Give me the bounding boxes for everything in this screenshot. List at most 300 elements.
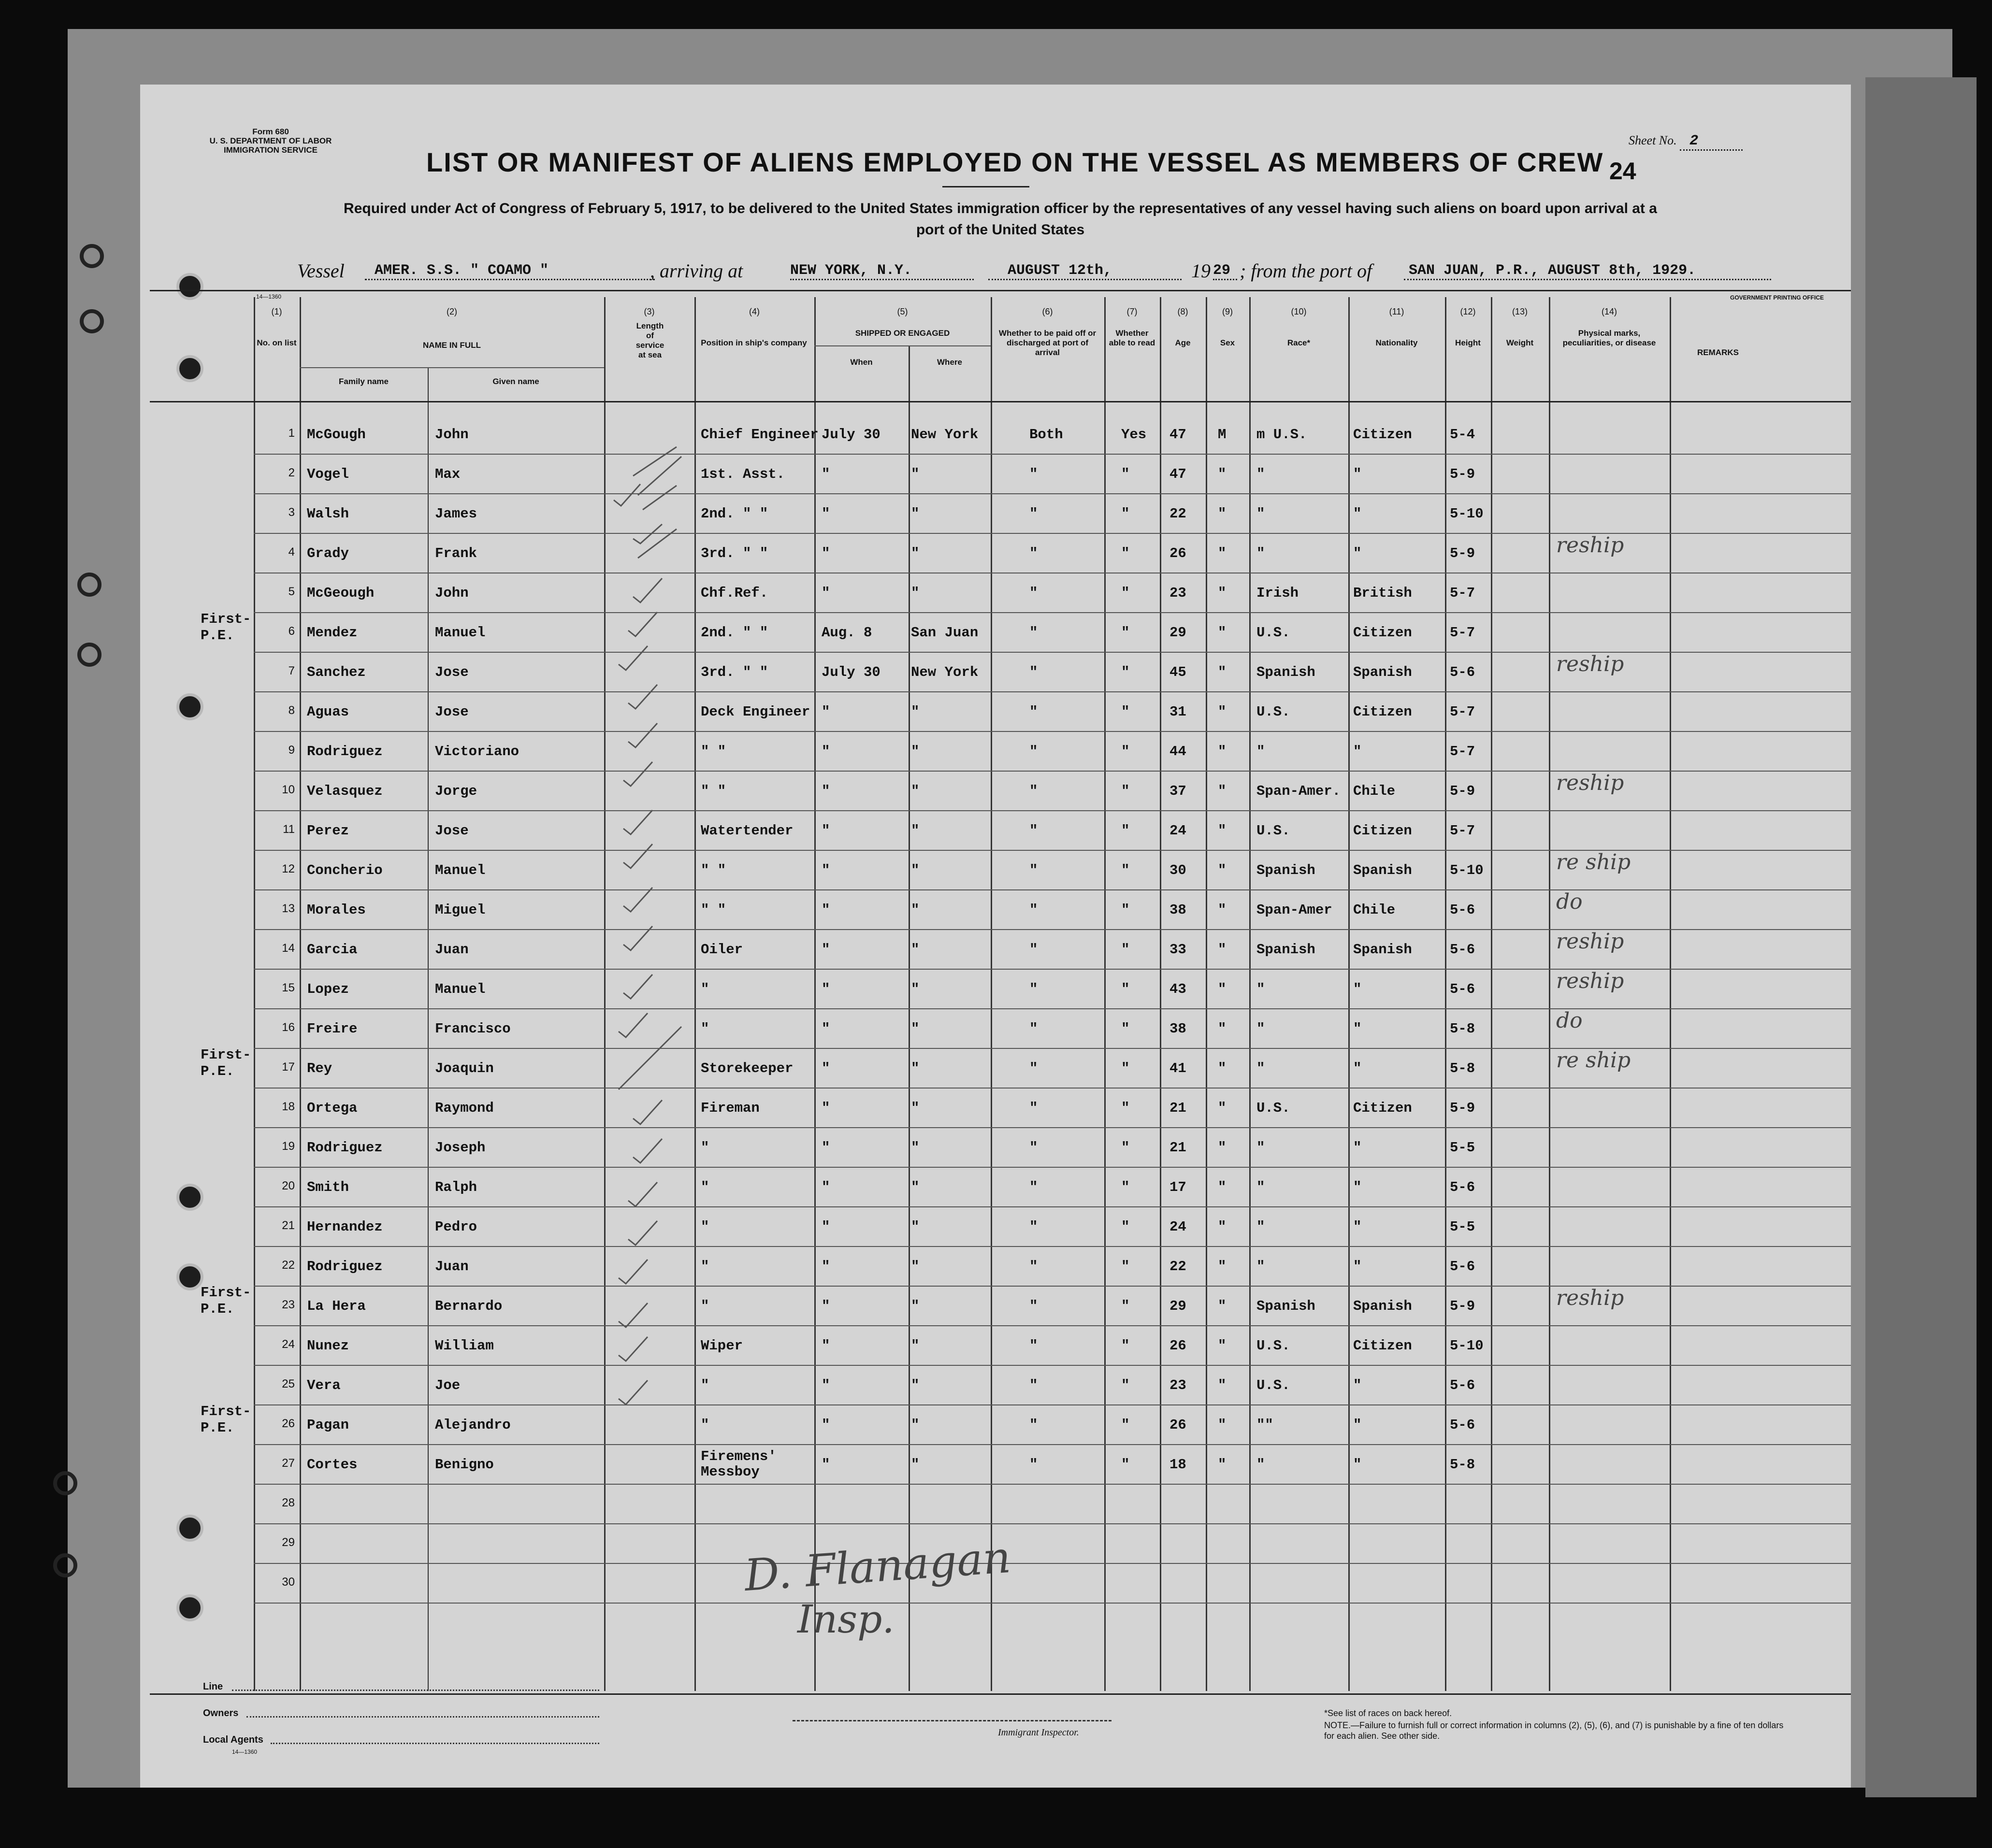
row-position: " (701, 1377, 709, 1393)
inspector-signature: D. Flanagan (743, 1532, 1012, 1602)
row-nat: " (1353, 744, 1362, 759)
col-14-header: Physical marks, peculiarities, or disease (1562, 329, 1656, 347)
row-height: 5-9 (1450, 545, 1475, 561)
row-sex: " (1218, 1060, 1227, 1076)
row-number: 2 (288, 466, 295, 479)
row-race: " (1256, 1179, 1265, 1195)
row-nat: " (1353, 1457, 1362, 1473)
row-nat: Citizen (1353, 704, 1412, 720)
row-when: " (822, 1298, 830, 1314)
row-position: Wiper (701, 1338, 743, 1354)
row-age: 21 (1169, 1140, 1186, 1156)
row-race: " (1256, 1140, 1265, 1156)
row-family: Vogel (307, 466, 349, 482)
col-6-number: (6) (1042, 307, 1053, 316)
row-race: U.S. (1256, 704, 1290, 720)
col-3-number: (3) (644, 307, 655, 316)
row-age: 31 (1169, 704, 1186, 720)
arrival-date: AUGUST 12th, (988, 262, 1182, 280)
row-position: " (701, 1140, 709, 1156)
row-rule (254, 1088, 1851, 1089)
col-divider (991, 297, 992, 1691)
row-sex: " (1218, 545, 1227, 561)
col-2b-header: Given name (492, 377, 539, 386)
row-paid: " (1029, 664, 1038, 680)
row-read: " (1121, 1100, 1130, 1116)
row-read: " (1121, 823, 1130, 839)
row-rule (254, 493, 1851, 494)
row-race: "" (1256, 1417, 1273, 1433)
col-divider (300, 297, 301, 1691)
row-family: Pagan (307, 1417, 349, 1433)
row-age: 23 (1169, 585, 1186, 601)
row-sex: " (1218, 1021, 1227, 1037)
row-number: 10 (282, 783, 295, 796)
row-age: 21 (1169, 1100, 1186, 1116)
row-when: " (822, 1417, 830, 1433)
row-marks: reship (1556, 929, 1624, 954)
row-when: Aug. 8 (822, 625, 872, 641)
row-where: " (911, 506, 920, 522)
row-nat: " (1353, 1259, 1362, 1275)
col-10-header: Race* (1287, 338, 1311, 347)
row-paid: " (1029, 942, 1038, 958)
row-rule (254, 1127, 1851, 1128)
row-paid: " (1029, 1179, 1038, 1195)
row-sex: " (1218, 1338, 1227, 1354)
row-height: 5-6 (1450, 981, 1475, 997)
row-height: 5-6 (1450, 1417, 1475, 1433)
col-13-number: (13) (1512, 307, 1528, 316)
row-rule (254, 810, 1851, 811)
row-family: Nunez (307, 1338, 349, 1354)
row-age: 18 (1169, 1457, 1186, 1473)
row-age: 41 (1169, 1060, 1186, 1076)
row-rule (254, 1325, 1851, 1326)
col-11-header: Nationality (1375, 338, 1418, 347)
row-sex: " (1218, 744, 1227, 759)
row-read: " (1121, 1338, 1130, 1354)
row-sex: " (1218, 1100, 1227, 1116)
col-2-number: (2) (447, 307, 457, 316)
subtitle-line-1: Required under Act of Congress of February 5, 1917, to be delivered to the United States immigration officer by the representatives of any vessel having such aliens on board upon arrival at a (344, 201, 1657, 216)
row-number: 15 (282, 981, 295, 994)
row-where: " (911, 783, 920, 799)
col-divider (1104, 297, 1106, 1691)
row-race: " (1256, 466, 1265, 482)
col-3-header: Length of service at sea (635, 321, 664, 359)
col-divider (1206, 297, 1207, 1691)
row-nat: Spanish (1353, 664, 1412, 680)
row-rule (254, 1603, 1851, 1604)
row-where: " (911, 545, 920, 561)
row-read: " (1121, 545, 1130, 561)
row-where: " (911, 862, 920, 878)
row-age: 23 (1169, 1377, 1186, 1393)
row-family: Sanchez (307, 664, 366, 680)
row-race: U.S. (1256, 1377, 1290, 1393)
sheet-number (1629, 133, 1743, 151)
row-number: 5 (288, 585, 295, 598)
row-where: " (911, 902, 920, 918)
printing-office: GOVERNMENT PRINTING OFFICE (1730, 294, 1824, 301)
row-age: 38 (1169, 1021, 1186, 1037)
col-15-header: REMARKS (1697, 348, 1739, 357)
row-paid: " (1029, 1060, 1038, 1076)
punch-hole (176, 273, 203, 300)
punch-hole (176, 1515, 203, 1542)
row-race: Span-Amer. (1256, 783, 1341, 799)
row-family: McGeough (307, 585, 375, 601)
col-divider (1670, 297, 1671, 1691)
row-paid: " (1029, 1298, 1038, 1314)
row-paid: " (1029, 1219, 1038, 1235)
page-title: LIST OR MANIFEST OF ALIENS EMPLOYED ON THE VESSEL AS MEMBERS OF CREW (426, 147, 1604, 177)
row-sex: " (1218, 1179, 1227, 1195)
row-read: " (1121, 1457, 1130, 1473)
agents-field[interactable] (271, 1743, 599, 1744)
row-age: 47 (1169, 466, 1186, 482)
form-department: U. S. DEPARTMENT OF LABOR (209, 136, 332, 145)
punch-hole (176, 355, 203, 382)
row-height: 5-8 (1450, 1060, 1475, 1076)
row-race: Spanish (1256, 664, 1315, 680)
col-1-number: (1) (271, 307, 282, 316)
row-rule (254, 1246, 1851, 1247)
col-2-header: NAME IN FULL (423, 341, 481, 350)
row-sex: " (1218, 1140, 1227, 1156)
row-where: " (911, 823, 920, 839)
row-sex: " (1218, 1457, 1227, 1473)
row-where: " (911, 1060, 920, 1076)
row-sex: " (1218, 862, 1227, 878)
row-given: John (435, 427, 469, 443)
row-given: Bernardo (435, 1298, 503, 1314)
row-race: " (1256, 1219, 1265, 1235)
row-given: Pedro (435, 1219, 477, 1235)
row-nat: " (1353, 506, 1362, 522)
row-nat: Spanish (1353, 862, 1412, 878)
row-height: 5-9 (1450, 1100, 1475, 1116)
row-paid: " (1029, 545, 1038, 561)
binder-ring (80, 244, 104, 268)
row-height: 5-8 (1450, 1021, 1475, 1037)
row-marks: reship (1556, 652, 1624, 676)
row-given: Manuel (435, 862, 486, 878)
row-height: 5-6 (1450, 902, 1475, 918)
row-given: Manuel (435, 981, 486, 997)
row-position: " " (701, 783, 726, 799)
row-height: 5-6 (1450, 942, 1475, 958)
row-when: " (822, 585, 830, 601)
header-subrule (814, 345, 991, 346)
row-read: " (1121, 585, 1130, 601)
row-given: Max (435, 466, 461, 482)
vessel-name: AMER. S.S. " COAMO " (365, 262, 655, 280)
row-rule (254, 1484, 1851, 1485)
row-rule (254, 1444, 1851, 1445)
row-rule (254, 889, 1851, 890)
col-6-header: Whether to be paid off or discharged at port of arrival (998, 329, 1097, 357)
col-divider (1348, 297, 1350, 1691)
sheet-value: 2 (1680, 133, 1743, 151)
row-where: " (911, 1021, 920, 1037)
row-position: Fireman (701, 1100, 760, 1116)
row-when: July 30 (822, 427, 881, 443)
row-paid: " (1029, 902, 1038, 918)
col-divider (1445, 297, 1446, 1691)
row-where: " (911, 1377, 920, 1393)
row-family: Garcia (307, 942, 358, 958)
row-nat: " (1353, 466, 1362, 482)
row-number: 1 (288, 427, 295, 440)
row-race: Spanish (1256, 1298, 1315, 1314)
row-nat: " (1353, 1021, 1362, 1037)
row-where: " (911, 585, 920, 601)
row-number: 8 (288, 704, 295, 717)
row-race: " (1256, 1060, 1265, 1076)
row-height: 5-5 (1450, 1219, 1475, 1235)
row-nat: British (1353, 585, 1412, 601)
row-number: 14 (282, 942, 295, 955)
row-height: 5-9 (1450, 466, 1475, 482)
row-read: " (1121, 1021, 1130, 1037)
row-height: 5-7 (1450, 625, 1475, 641)
row-height: 5-4 (1450, 427, 1475, 443)
row-paid: " (1029, 1377, 1038, 1393)
row-position: Chf.Ref. (701, 585, 768, 601)
col-12-number: (12) (1460, 307, 1476, 316)
col-14-number: (14) (1601, 307, 1617, 316)
col-7-number: (7) (1126, 307, 1138, 316)
row-when: " (822, 823, 830, 839)
row-paid: " (1029, 466, 1038, 482)
row-race: " (1256, 744, 1265, 759)
row-sex: " (1218, 902, 1227, 918)
row-where: " (911, 744, 920, 759)
row-read: " (1121, 981, 1130, 997)
row-nat: " (1353, 1179, 1362, 1195)
row-given: Jose (435, 664, 469, 680)
row-given: John (435, 585, 469, 601)
row-read: Yes (1121, 427, 1147, 443)
row-when: July 30 (822, 664, 881, 680)
header-subrule (300, 367, 604, 368)
row-height: 5-6 (1450, 1259, 1475, 1275)
row-nat: Citizen (1353, 1100, 1412, 1116)
row-read: " (1121, 1140, 1130, 1156)
row-given: Alejandro (435, 1417, 511, 1433)
row-when: " (822, 942, 830, 958)
col-divider (814, 297, 816, 1691)
row-age: 26 (1169, 1338, 1186, 1354)
form-number: Form 680 (252, 127, 289, 136)
row-where: " (911, 942, 920, 958)
line-field[interactable] (232, 1690, 599, 1691)
row-height: 5-9 (1450, 783, 1475, 799)
row-paid: " (1029, 862, 1038, 878)
col-7-header: Whether able to read (1109, 329, 1155, 347)
row-age: 43 (1169, 981, 1186, 997)
row-given: Raymond (435, 1100, 494, 1116)
row-read: " (1121, 466, 1130, 482)
binder-ring (53, 1471, 77, 1495)
row-when: " (822, 1140, 830, 1156)
row-position: " (701, 1259, 709, 1275)
row-given: Juan (435, 1259, 469, 1275)
row-paid: " (1029, 1259, 1038, 1275)
inspector-label: Immigrant Inspector. (998, 1727, 1079, 1738)
punch-hole (176, 1263, 203, 1290)
row-position: Watertender (701, 823, 794, 839)
row-family: Rodriguez (307, 1259, 383, 1275)
row-nat: " (1353, 1060, 1362, 1076)
row-nat: " (1353, 1417, 1362, 1433)
row-paid: " (1029, 704, 1038, 720)
col-12-header: Height (1455, 338, 1481, 347)
col-8-number: (8) (1177, 307, 1188, 316)
row-height: 5-6 (1450, 1179, 1475, 1195)
row-marks: reship (1556, 969, 1624, 993)
row-family: Rey (307, 1060, 332, 1076)
row-height: 5-7 (1450, 585, 1475, 601)
row-rule (254, 691, 1851, 692)
row-read: " (1121, 1298, 1130, 1314)
row-height: 5-10 (1450, 862, 1484, 878)
row-where: " (911, 466, 920, 482)
first-pe-note: First- P.E. (201, 1285, 251, 1317)
row-marks: reship (1556, 533, 1624, 558)
row-position: 1st. Asst. (701, 466, 785, 482)
check-marks (604, 403, 701, 1563)
print-code-bottom: 14—1360 (232, 1748, 258, 1755)
binder-ring (53, 1553, 77, 1577)
row-read: " (1121, 902, 1130, 918)
row-paid: " (1029, 1457, 1038, 1473)
row-rule (254, 731, 1851, 732)
col-divider (254, 297, 255, 1691)
row-number: 11 (283, 823, 295, 836)
year-value: 29 (1213, 262, 1237, 280)
row-where: " (911, 1219, 920, 1235)
agents-label: Local Agents (203, 1734, 263, 1745)
row-when: " (822, 506, 830, 522)
row-read: " (1121, 1259, 1130, 1275)
row-number: 4 (288, 545, 295, 559)
row-sex: " (1218, 1417, 1227, 1433)
row-family: Grady (307, 545, 349, 561)
row-read: " (1121, 1377, 1130, 1393)
owners-field[interactable] (246, 1716, 599, 1718)
line-label: Line (203, 1681, 223, 1692)
row-number: 24 (282, 1338, 295, 1351)
row-paid: " (1029, 1021, 1038, 1037)
row-family: Cortes (307, 1457, 358, 1473)
row-read: " (1121, 1060, 1130, 1076)
row-where: " (911, 1259, 920, 1275)
col-divider (1160, 297, 1161, 1691)
row-sex: " (1218, 704, 1227, 720)
form-header (198, 127, 343, 155)
row-sex: " (1218, 1219, 1227, 1235)
row-nat: " (1353, 981, 1362, 997)
row-nat: Spanish (1353, 942, 1412, 958)
row-family: McGough (307, 427, 366, 443)
row-sex: " (1218, 1298, 1227, 1314)
row-when: " (822, 1100, 830, 1116)
owners-label: Owners (203, 1708, 239, 1719)
row-number: 21 (282, 1219, 295, 1232)
row-sex: " (1218, 942, 1227, 958)
row-where: " (911, 1100, 920, 1116)
row-where: " (911, 1140, 920, 1156)
row-race: " (1256, 1021, 1265, 1037)
row-family: Ortega (307, 1100, 358, 1116)
row-race: Span-Amer (1256, 902, 1332, 918)
row-when: " (822, 1219, 830, 1235)
row-nat: Citizen (1353, 625, 1412, 641)
row-position: " " (701, 902, 726, 918)
row-race: Irish (1256, 585, 1299, 601)
row-paid: " (1029, 625, 1038, 641)
row-marks: do (1556, 889, 1583, 914)
row-number: 26 (282, 1417, 295, 1430)
header-bottom-rule (150, 401, 1851, 402)
row-when: " (822, 1179, 830, 1195)
row-nat: Citizen (1353, 823, 1412, 839)
binder-ring (80, 309, 104, 333)
row-read: " (1121, 664, 1130, 680)
row-height: 5-6 (1450, 1377, 1475, 1393)
row-position: 2nd. " " (701, 506, 768, 522)
row-when: " (822, 1338, 830, 1354)
row-number: 3 (288, 506, 295, 519)
row-read: " (1121, 942, 1130, 958)
row-given: Francisco (435, 1021, 511, 1037)
row-when: " (822, 1457, 830, 1473)
row-family: Mendez (307, 625, 358, 641)
row-age: 45 (1169, 664, 1186, 680)
punch-hole (176, 1184, 203, 1211)
row-family: Smith (307, 1179, 349, 1195)
inspector-line (793, 1720, 1111, 1721)
row-where: " (911, 1417, 920, 1433)
row-paid: Both (1029, 427, 1063, 443)
row-sex: " (1218, 625, 1227, 641)
row-rule (254, 612, 1851, 613)
row-sex: M (1218, 427, 1227, 443)
row-race: U.S. (1256, 625, 1290, 641)
row-family: Velasquez (307, 783, 383, 799)
row-rule (254, 1563, 1851, 1564)
row-age: 17 (1169, 1179, 1186, 1195)
table-bottom-rule (150, 1693, 1851, 1695)
inspector-initials: Insp. (797, 1597, 895, 1642)
row-paid: " (1029, 823, 1038, 839)
row-paid: " (1029, 506, 1038, 522)
row-race: U.S. (1256, 823, 1290, 839)
row-age: 29 (1169, 625, 1186, 641)
row-sex: " (1218, 506, 1227, 522)
col-4-number: (4) (749, 307, 760, 316)
row-paid: " (1029, 585, 1038, 601)
first-pe-note: First- P.E. (201, 1404, 251, 1436)
row-age: 22 (1169, 506, 1186, 522)
row-age: 33 (1169, 942, 1186, 958)
row-rule (254, 1167, 1851, 1168)
col-11-number: (11) (1389, 307, 1404, 316)
from-port-label: ; from the port of (1240, 260, 1372, 282)
